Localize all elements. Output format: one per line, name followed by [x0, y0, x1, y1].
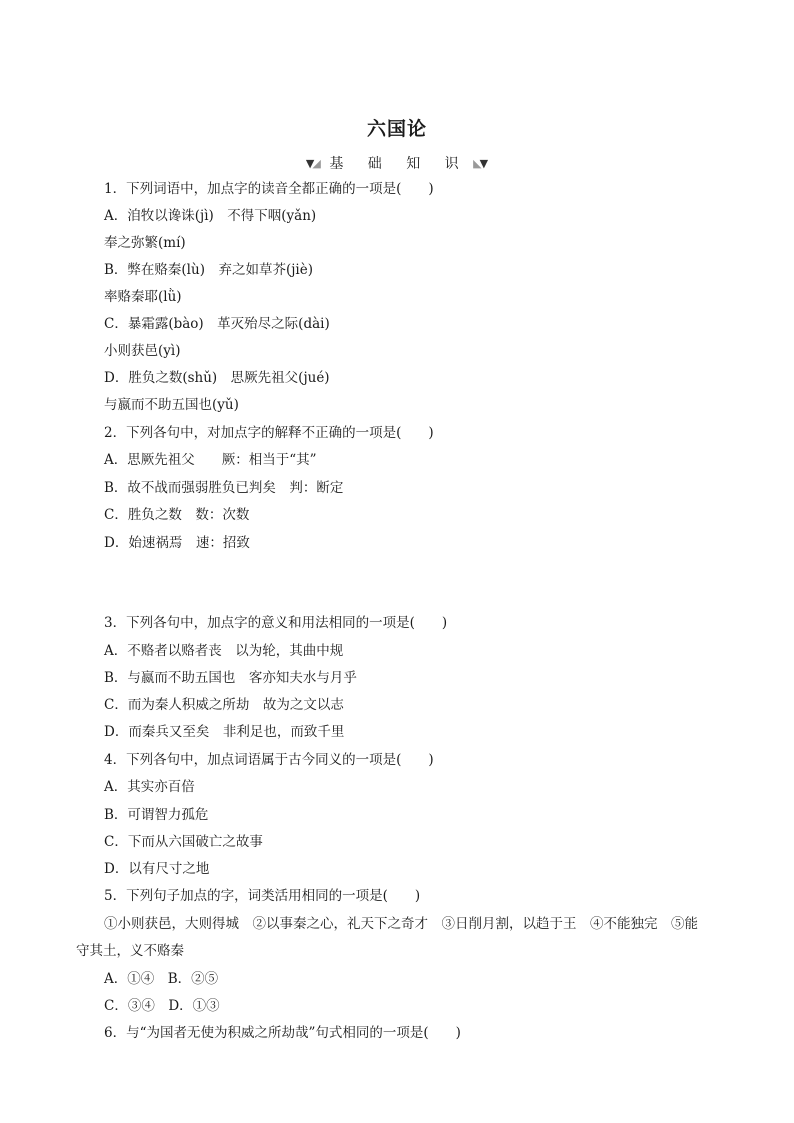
- option-3a: A．不赂者以赂者丧 以为轮，其曲中规: [104, 643, 344, 659]
- option-4d: D．以有尺寸之地: [104, 861, 210, 877]
- option-1b: B．弊在赂秦(lù) 弃之如草芥(jiè): [104, 262, 313, 278]
- question-3: 3．下列各句中，加点字的意义和用法相同的一项是( ): [104, 615, 448, 631]
- option-1c-cont: 小则获邑(yì): [104, 343, 181, 359]
- option-1a-cont: 奉之弥繁(mí): [104, 235, 186, 251]
- option-2c: C．胜负之数 数：次数: [104, 507, 250, 523]
- option-4b: B．可谓智力孤危: [104, 807, 209, 823]
- question-6: 6．与“为国者无使为积威之所劫哉”句式相同的一项是( ): [104, 1025, 461, 1041]
- option-2b: B．故不战而强弱胜负已判矣 判：断定: [104, 480, 344, 496]
- option-5cd: C．③④ D．①③: [104, 998, 220, 1014]
- question-5-items-cont: 守其土，义不赂秦: [76, 943, 184, 959]
- section-label: 基 础 知 识: [329, 156, 469, 172]
- triangle-down-icon: ▼: [479, 157, 489, 170]
- document-title: 六国论: [366, 118, 427, 140]
- option-2a: A．思厥先祖父 厥：相当于“其”: [104, 452, 317, 468]
- option-4c: C．下而从六国破亡之故事: [104, 834, 263, 850]
- question-4: 4．下列各句中，加点词语属于古今同义的一项是( ): [104, 752, 434, 768]
- option-2d: D．始速祸焉 速：招致: [104, 535, 250, 551]
- option-3b: B．与嬴而不助五国也 客亦知夫水与月乎: [104, 670, 357, 686]
- question-2: 2．下列各句中，对加点字的解释不正确的一项是( ): [104, 425, 434, 441]
- option-1c: C．暴霜露(bào) 革灭殆尽之际(dài): [104, 316, 330, 332]
- section-banner: [0, 153, 794, 173]
- triangle-shade-icon: ◣: [473, 157, 482, 170]
- question-5: 5．下列句子加点的字，词类活用相同的一项是( ): [104, 888, 421, 904]
- option-5ab: A．①④ B．②⑤: [104, 971, 219, 987]
- option-3d: D．而秦兵又至矣 非利足也，而致千里: [104, 724, 345, 740]
- question-1: 1．下列词语中，加点字的读音全都正确的一项是( ): [104, 181, 434, 197]
- triangle-down-icon: ▼: [305, 157, 315, 170]
- option-1d-cont: 与嬴而不助五国也(yǔ): [104, 397, 239, 413]
- option-3c: C．而为秦人积威之所劫 故为之文以志: [104, 697, 344, 713]
- option-1a: A．洎牧以谗诛(jì) 不得下咽(yǎn): [104, 208, 317, 224]
- question-5-items: ①小则获邑，大则得城 ②以事秦之心，礼天下之奇才 ③日削月割，以趋于王 ④不能独完 ⑤能: [104, 916, 698, 932]
- option-4a: A．其实亦百倍: [104, 779, 195, 795]
- option-1d: D．胜负之数(shǔ) 思厥先祖父(jué): [104, 370, 330, 386]
- triangle-shade-icon: ◢: [312, 157, 321, 170]
- option-1b-cont: 率赂秦耶(lǜ): [104, 289, 182, 305]
